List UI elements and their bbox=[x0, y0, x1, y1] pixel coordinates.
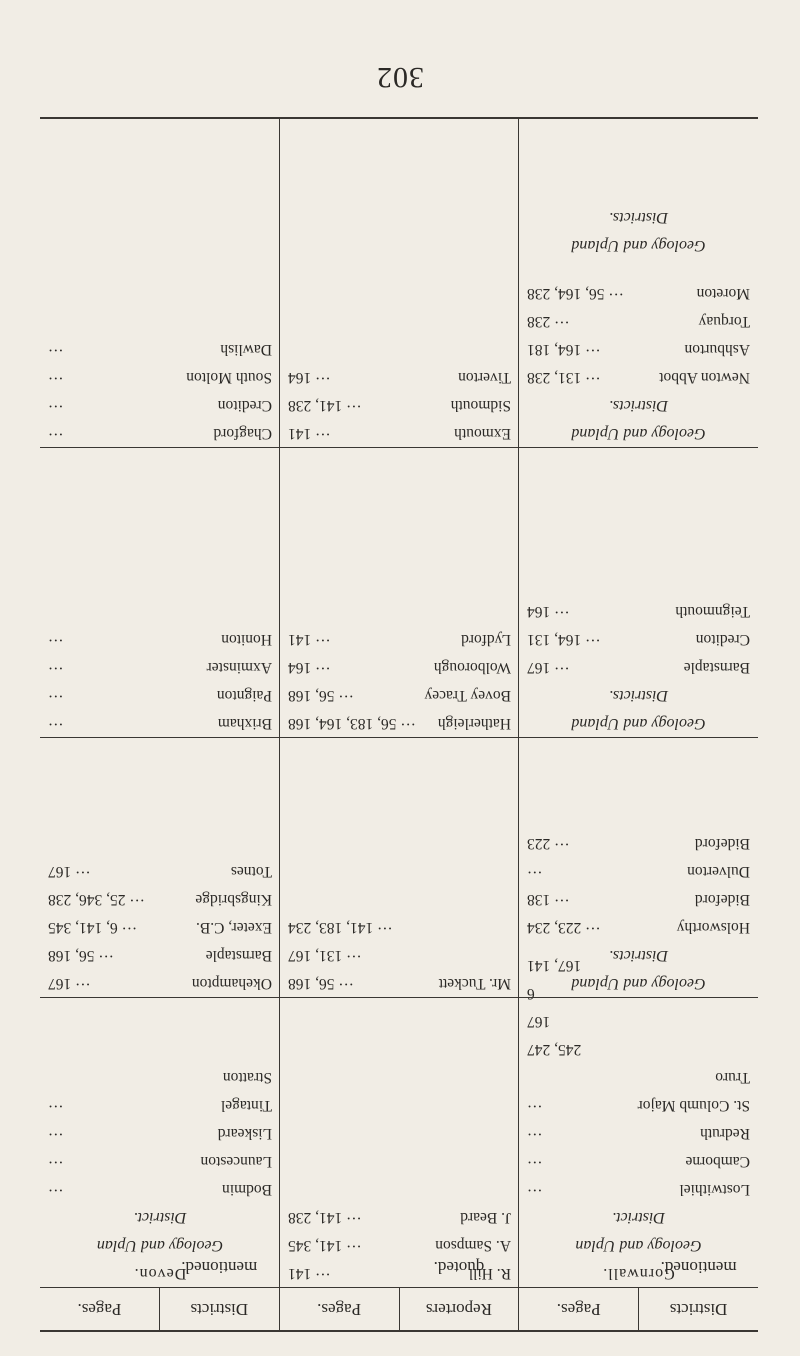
column-header-districts-left: Districts mentioned. bbox=[660, 1258, 737, 1319]
page-refs: ··· bbox=[527, 1181, 543, 1198]
page-refs: ··· 164, 181 bbox=[527, 341, 601, 358]
page-refs: ··· 25, 346, 238 bbox=[48, 891, 145, 908]
list-item bbox=[519, 1175, 758, 1203]
list-item bbox=[280, 625, 519, 653]
reporter-name: A. Sampson bbox=[435, 1237, 511, 1254]
page-refs: ··· 141 bbox=[288, 1265, 331, 1282]
list-item bbox=[40, 857, 280, 885]
section-subheading: District. bbox=[612, 1209, 665, 1226]
list-item bbox=[519, 885, 758, 913]
list-item bbox=[40, 1063, 280, 1091]
district-name: Launceston bbox=[200, 1153, 272, 1170]
page-refs: ··· bbox=[527, 1153, 543, 1170]
page-refs: ··· 238 bbox=[527, 313, 570, 330]
district-name: Stratton bbox=[222, 1069, 272, 1086]
page-refs: ··· bbox=[48, 1097, 64, 1114]
list-item bbox=[519, 913, 758, 941]
list-item bbox=[280, 1203, 519, 1231]
district-name: South Molton bbox=[186, 369, 272, 386]
list-item bbox=[519, 279, 758, 307]
district-name: Holsworthy bbox=[676, 919, 750, 936]
page-refs: ··· bbox=[527, 863, 543, 880]
page-refs: ··· 164 bbox=[288, 659, 331, 676]
page-refs: ··· 141, 238 bbox=[288, 397, 362, 414]
district-name: Moreton bbox=[696, 285, 750, 302]
column-header-reporters: Reporters quoted. bbox=[400, 1288, 520, 1330]
reporter-name: Lydford bbox=[461, 631, 511, 648]
reporter-name: Hatherleigh bbox=[437, 715, 511, 732]
page-refs: ··· bbox=[527, 1097, 543, 1114]
page-number: 302 bbox=[376, 61, 424, 94]
district-name: Barnstaple bbox=[683, 659, 750, 676]
reporter-name: Mr. Tuckett bbox=[438, 975, 511, 992]
section-subheading: Geology and Uplan bbox=[575, 1237, 702, 1254]
page-refs: ··· 141 bbox=[288, 631, 331, 648]
district-name: Camborne bbox=[685, 1153, 750, 1170]
page-refs: ··· 56, 164, 238 bbox=[527, 285, 624, 302]
district-name: Dawlish bbox=[220, 341, 272, 358]
list-item bbox=[40, 1175, 280, 1203]
district-name: Brixham bbox=[217, 715, 272, 732]
page-refs: ··· bbox=[48, 687, 64, 704]
page-refs: ··· 56, 183, 164, 168 bbox=[288, 715, 416, 732]
list-item bbox=[519, 653, 758, 681]
district-name: Torquay bbox=[698, 313, 750, 330]
section-subheading: Districts. bbox=[608, 397, 669, 414]
page-refs: ··· bbox=[48, 397, 64, 414]
page-refs: ··· bbox=[48, 1125, 64, 1142]
page-refs: 245, 247 bbox=[527, 1041, 582, 1058]
reporter-name: Wolborough bbox=[433, 659, 511, 676]
section-subheading: Geology and Upland bbox=[571, 715, 706, 732]
district-name: Honiton bbox=[221, 631, 272, 648]
list-item bbox=[40, 391, 280, 419]
column-right bbox=[40, 1063, 280, 1287]
page-refs: ··· 138 bbox=[527, 891, 570, 908]
list-item bbox=[519, 1147, 758, 1175]
footnote: Geology and Upland bbox=[571, 237, 706, 254]
page-refs: ··· bbox=[527, 1125, 543, 1142]
column-right bbox=[40, 857, 280, 997]
district-name: Tintagel bbox=[220, 1097, 272, 1114]
section-subheading: Districts. bbox=[608, 947, 669, 964]
page-refs: ··· 6, 141, 345 bbox=[48, 919, 138, 936]
list-item bbox=[40, 653, 280, 681]
reporter-name: Exmouth bbox=[454, 425, 511, 442]
list-item bbox=[40, 625, 280, 653]
list-item bbox=[519, 1119, 758, 1147]
district-name: Okehampton bbox=[191, 975, 272, 992]
list-item bbox=[40, 941, 280, 969]
list-item bbox=[519, 1063, 758, 1091]
list-item bbox=[40, 709, 280, 737]
district-name: Totnes bbox=[230, 863, 272, 880]
district-name: Lostwithiel bbox=[679, 1181, 750, 1198]
page-refs: ··· bbox=[48, 1153, 64, 1170]
page-refs: ··· 141, 238 bbox=[288, 1209, 362, 1226]
page-refs: ··· 56, 168 bbox=[48, 947, 114, 964]
section-band bbox=[40, 737, 758, 998]
list-item bbox=[519, 363, 758, 391]
list-item bbox=[280, 941, 519, 969]
district-name: Liskeard bbox=[217, 1125, 272, 1142]
page-refs: ··· bbox=[48, 631, 64, 648]
page-refs: ··· bbox=[48, 425, 64, 442]
list-item bbox=[280, 913, 519, 941]
page-refs: ··· 164 bbox=[288, 369, 331, 386]
page-refs: ··· bbox=[48, 369, 64, 386]
page-refs: ··· 141, 345 bbox=[288, 1237, 362, 1254]
district-name: Chagford bbox=[213, 425, 272, 442]
district-name: Paignton bbox=[216, 687, 272, 704]
district-name: Kingsbridge bbox=[195, 891, 272, 908]
district-name: Exeter, C.B. bbox=[195, 919, 272, 936]
list-item bbox=[40, 681, 280, 709]
list-item bbox=[519, 625, 758, 653]
page-refs: ··· 223, 234 bbox=[527, 919, 601, 936]
list-item bbox=[280, 419, 519, 447]
list-item bbox=[40, 363, 280, 391]
column-header-pages-right: Pages. bbox=[40, 1288, 160, 1330]
list-item bbox=[280, 969, 519, 997]
list-item bbox=[40, 1091, 280, 1119]
column-middle bbox=[280, 913, 519, 997]
page-refs: ··· 167 bbox=[527, 659, 570, 676]
list-item bbox=[280, 1231, 519, 1259]
section-subheading: Districts. bbox=[608, 687, 669, 704]
section-heading: Devon. bbox=[133, 1265, 187, 1282]
page-refs: ··· bbox=[48, 659, 64, 676]
list-item bbox=[519, 829, 758, 857]
list-item bbox=[40, 1119, 280, 1147]
page-refs: 167 bbox=[527, 1013, 551, 1030]
page-refs: ··· 56, 168 bbox=[288, 975, 354, 992]
column-left bbox=[519, 203, 758, 447]
reporter-name: R. Hill bbox=[468, 1265, 511, 1282]
column-left bbox=[519, 951, 758, 1287]
column-left bbox=[519, 597, 758, 737]
list-item bbox=[280, 1259, 519, 1287]
page-refs: ··· 56, 168 bbox=[288, 687, 354, 704]
district-name: Bideford bbox=[694, 835, 750, 852]
column-header-pages-left: Pages. bbox=[519, 1288, 639, 1330]
list-item bbox=[280, 709, 519, 737]
section-subheading: District. bbox=[133, 1209, 187, 1226]
page-refs: ··· 141 bbox=[288, 425, 331, 442]
page-refs: ··· 164, 131 bbox=[527, 631, 601, 648]
section-heading: Cornwall. bbox=[602, 1265, 675, 1282]
page-refs: ··· 164 bbox=[527, 603, 570, 620]
page-refs: 6 bbox=[527, 985, 535, 1002]
district-name: Bideford bbox=[694, 891, 750, 908]
page-refs: 167, 141 bbox=[527, 957, 582, 974]
list-item bbox=[280, 681, 519, 709]
list-item bbox=[519, 335, 758, 363]
district-name: St. Columb Major bbox=[637, 1097, 750, 1114]
page-refs: ··· bbox=[48, 1181, 64, 1198]
district-name: Axminster bbox=[206, 659, 272, 676]
district-name: Dulverton bbox=[687, 863, 750, 880]
section-band bbox=[40, 447, 758, 738]
list-item bbox=[519, 1007, 758, 1035]
district-name: Ashburton bbox=[684, 341, 750, 358]
reporter-name: Bovey Tracey bbox=[424, 687, 511, 704]
list-item bbox=[40, 419, 280, 447]
page-refs: ··· 141, 183, 234 bbox=[288, 919, 393, 936]
district-name: Barnstaple bbox=[205, 947, 272, 964]
column-right bbox=[40, 625, 280, 737]
list-item bbox=[40, 885, 280, 913]
district-name: Redruth bbox=[700, 1125, 750, 1142]
district-name: Crediton bbox=[217, 397, 272, 414]
section-subheading: Geology and Upland bbox=[571, 975, 706, 992]
list-item bbox=[40, 913, 280, 941]
list-item bbox=[40, 1147, 280, 1175]
district-name: Newton Abbot bbox=[659, 369, 750, 386]
list-item bbox=[280, 363, 519, 391]
column-middle bbox=[280, 363, 519, 447]
page-refs: ··· 167 bbox=[48, 863, 91, 880]
district-name: Bodmin bbox=[222, 1181, 272, 1198]
list-item bbox=[519, 1035, 758, 1063]
column-middle bbox=[280, 1203, 519, 1287]
district-name: Crediton bbox=[695, 631, 750, 648]
list-item bbox=[519, 1091, 758, 1119]
column-header-districts-right: Districts mentioned. bbox=[160, 1288, 280, 1330]
section-subheading: Geology and Uplan bbox=[96, 1237, 224, 1254]
list-item bbox=[519, 857, 758, 885]
page-refs: ··· bbox=[48, 715, 64, 732]
page-refs: ··· 167 bbox=[48, 975, 91, 992]
district-name: Teignmouth bbox=[675, 603, 750, 620]
page-refs: ··· bbox=[48, 341, 64, 358]
reporter-name: Tiverton bbox=[458, 369, 511, 386]
list-item bbox=[40, 335, 280, 363]
page-refs: ··· 223 bbox=[527, 835, 570, 852]
section-subheading: Geology and Upland bbox=[571, 425, 706, 442]
column-left bbox=[519, 829, 758, 997]
index-table bbox=[40, 117, 758, 1332]
section-band bbox=[40, 116, 758, 448]
list-item bbox=[519, 597, 758, 625]
list-item bbox=[280, 391, 519, 419]
footnote: Districts. bbox=[608, 209, 669, 226]
column-header-pages-middle: Pages. bbox=[280, 1288, 400, 1330]
list-item bbox=[519, 307, 758, 335]
list-item bbox=[40, 969, 280, 997]
page-refs: ··· 131, 167 bbox=[288, 947, 362, 964]
reporter-name: J. Beard bbox=[460, 1209, 511, 1226]
list-item bbox=[280, 653, 519, 681]
reporter-name: Sidmouth bbox=[450, 397, 511, 414]
column-middle bbox=[280, 625, 519, 737]
page-refs: ··· 131, 238 bbox=[527, 369, 601, 386]
district-name: Truro bbox=[715, 1069, 750, 1086]
column-right bbox=[40, 335, 280, 447]
